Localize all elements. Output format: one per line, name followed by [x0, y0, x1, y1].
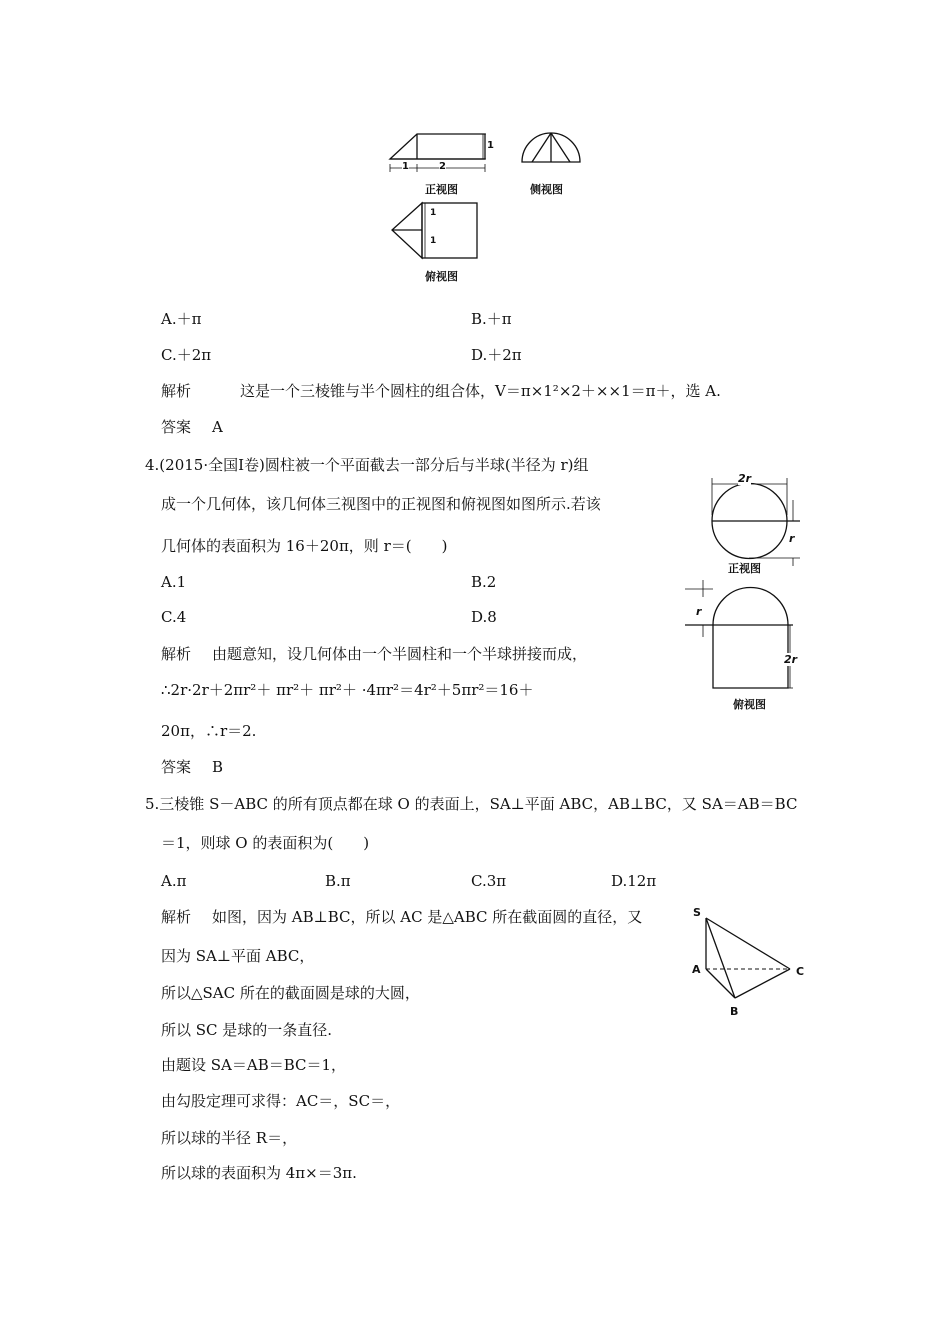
q4-top-r-label: r: [696, 605, 702, 618]
q4-top-view-figure: [685, 575, 805, 695]
q4-analysis-line3: 20π，∴r＝2.: [161, 722, 257, 740]
top-view-caption: 俯视图: [425, 270, 458, 283]
top-dim-one-a: 1: [430, 208, 437, 218]
q4-top-caption: 俯视图: [733, 698, 766, 711]
q5-label-c: C: [796, 965, 805, 978]
q4-answer-head: 答案: [161, 758, 192, 776]
q4-top-2r-label: 2r: [784, 653, 798, 666]
dim-label-height: 1: [487, 140, 494, 151]
dim-label-one: 1: [402, 161, 409, 172]
q4-front-2r-label: 2r: [738, 472, 752, 485]
q5-analysis-line: 由勾股定理可求得：AC＝，SC＝，: [161, 1092, 401, 1110]
front-view-outline: [390, 134, 485, 159]
q5-pyramid-figure: [690, 905, 800, 1015]
q3-option-b: B.＋π: [471, 310, 512, 328]
top-dim-one-b: 1: [430, 236, 437, 246]
q5-label-s: S: [693, 906, 701, 919]
q3-analysis-text: 这是一个三棱锥与半个圆柱的组合体，V＝π×1²×2＋××1＝π＋，选 A.: [240, 382, 721, 400]
q5-analysis-line: 如图，因为 AB⊥BC，所以 AC 是△ABC 所在截面圆的直径，又: [212, 908, 643, 926]
q4-option-a: A.1: [161, 573, 187, 591]
q5-label-b: B: [730, 1005, 739, 1018]
q4-option-b: B.2: [471, 573, 497, 591]
q4-front-r-label: r: [789, 532, 795, 545]
q3-option-d: D.＋2π: [471, 346, 522, 364]
q5-analysis-line: 所以△SAC 所在的截面圆是球的大圆，: [161, 984, 420, 1002]
q3-answer: A: [212, 418, 223, 436]
q4-front-caption: 正视图: [728, 562, 761, 575]
q4-analysis-head: 解析: [161, 645, 192, 663]
q3-answer-head: 答案: [161, 418, 192, 436]
q5-stem-line1: 5.三棱锥 S－ABC 的所有顶点都在球 O 的表面上，SA⊥平面 ABC，AB⊥BC，又 SA＝AB＝BC: [145, 795, 798, 813]
q3-analysis-head: 解析: [161, 382, 192, 400]
q5-option-d: D.12π: [611, 872, 657, 890]
q5-option-a: A.π: [161, 872, 187, 890]
q4-option-c: C.4: [161, 608, 187, 626]
side-view-caption: 侧视图: [530, 183, 563, 196]
q5-analysis-line: 所以球的表面积为 4π×＝3π.: [161, 1164, 357, 1182]
front-view-caption: 正视图: [425, 183, 458, 196]
q3-option-a: A.＋π: [161, 310, 202, 328]
q4-analysis-line1: 由题意知，设几何体由一个半圆柱和一个半球拼接而成，: [212, 645, 588, 663]
q5-analysis-line: 由题设 SA＝AB＝BC＝1，: [161, 1056, 347, 1074]
q4-stem-line2: 成一个几何体，该几何体三视图中的正视图和俯视图如图所示.若该: [161, 495, 601, 513]
top-view-outline: [713, 588, 788, 689]
q4-front-view-figure: [705, 470, 805, 570]
q5-analysis-line: 因为 SA⊥平面 ABC，: [161, 947, 315, 965]
dim-label-two: 2: [439, 161, 446, 172]
q3-option-c: C.＋2π: [161, 346, 212, 364]
q4-analysis-line2: ∴2r·2r＋2πr²＋ πr²＋ πr²＋ ·4πr²＝4r²＋5πr²＝16＋: [161, 681, 534, 699]
q5-option-b: B.π: [325, 872, 351, 890]
q3-side-view-figure: [518, 128, 588, 168]
q3-front-view-figure: [385, 130, 495, 180]
q4-option-d: D.8: [471, 608, 497, 626]
q5-analysis-head: 解析: [161, 908, 192, 926]
q4-stem-line1: 4.(2015·全国Ⅰ卷)圆柱被一个平面截去一部分后与半球(半径为 r)组: [145, 456, 589, 474]
q5-stem-line2: ＝1，则球 O 的表面积为( ): [161, 834, 370, 852]
q5-option-c: C.3π: [471, 872, 507, 890]
q5-label-a: A: [692, 963, 701, 976]
q5-analysis-line: 所以球的半径 R＝，: [161, 1129, 298, 1147]
q5-analysis-line: 所以 SC 是球的一条直径.: [161, 1021, 333, 1039]
q4-stem-line3: 几何体的表面积为 16＋20π，则 r＝( ): [161, 537, 448, 555]
q4-answer: B: [212, 758, 224, 776]
